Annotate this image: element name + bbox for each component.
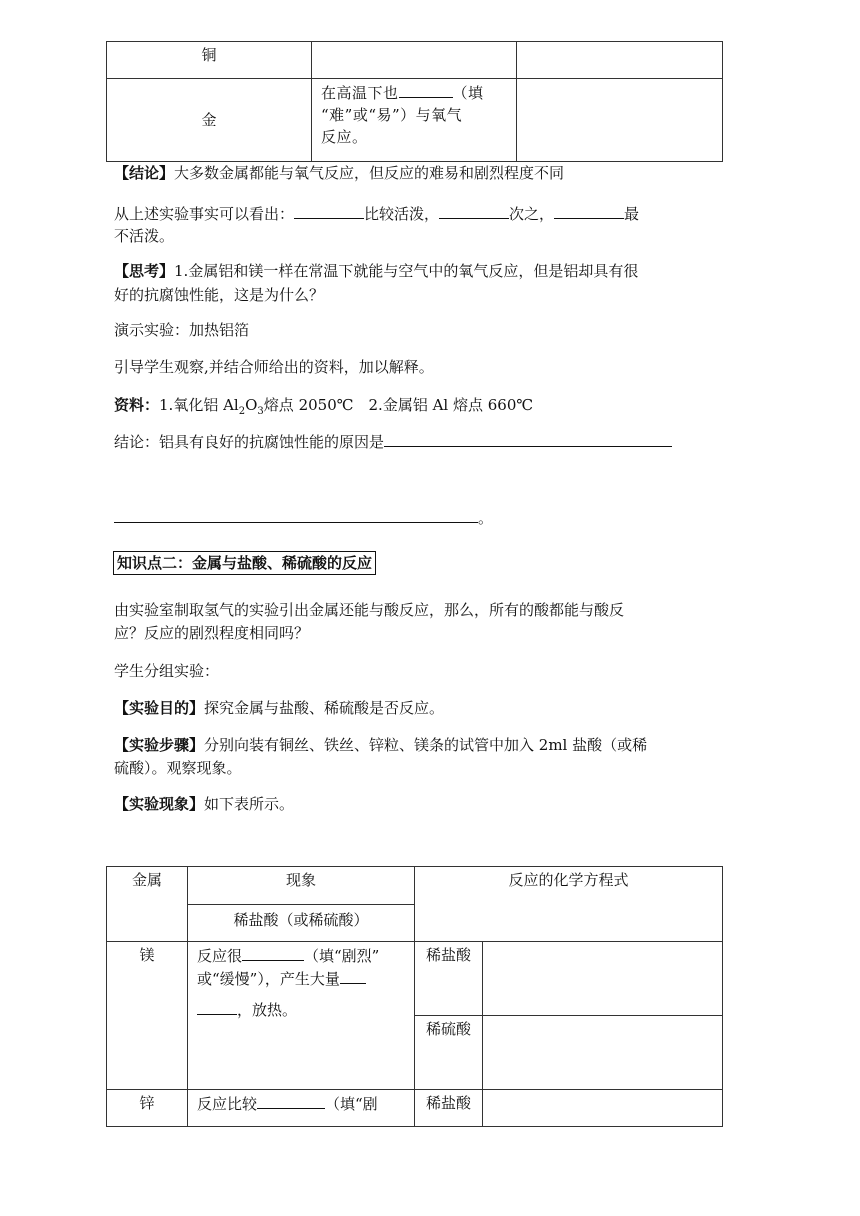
text: 最 bbox=[624, 205, 640, 223]
mg-phenomenon bbox=[188, 942, 415, 1090]
label: 【实验现象】 bbox=[114, 795, 205, 813]
text: 从上述实验事实可以看出： bbox=[114, 205, 295, 223]
text: 反应。 bbox=[321, 128, 368, 146]
blank-underline[interactable] bbox=[399, 81, 453, 98]
blank-underline[interactable] bbox=[439, 202, 509, 219]
demo-text: 演示实验：加热铝箔 bbox=[114, 321, 250, 339]
mg-acid-hcl: 稀盐酸 bbox=[415, 942, 483, 1016]
text: ，放热。 bbox=[237, 1001, 298, 1019]
label: 【思考】 bbox=[114, 262, 175, 280]
conclusion-1 bbox=[114, 162, 564, 184]
text: 比较活泼， bbox=[364, 205, 440, 223]
text: （填“剧 bbox=[325, 1095, 378, 1113]
fill-line bbox=[197, 944, 410, 967]
text: 熔点 2050℃ 2.金属铝 Al 熔点 660℃ bbox=[263, 396, 534, 414]
text: 反应比较 bbox=[197, 1095, 258, 1113]
blank-underline[interactable] bbox=[242, 944, 304, 961]
blank-underline[interactable] bbox=[294, 202, 364, 219]
conclusion-2-cont bbox=[114, 506, 493, 529]
text: 在高温下也 bbox=[321, 84, 399, 102]
label: 【结论】 bbox=[114, 164, 175, 182]
purpose-line bbox=[114, 697, 444, 719]
text: 或“缓慢”），产生大量 bbox=[197, 970, 340, 988]
equation-cell[interactable] bbox=[483, 1016, 723, 1090]
text: 大多数金属都能与氧气反应，但反应的难易和剧烈程度不同 bbox=[174, 164, 565, 182]
fill-line bbox=[321, 81, 510, 104]
text: 1.氧化铝 Al bbox=[159, 396, 239, 414]
header-equation: 反应的化学方程式 bbox=[415, 867, 723, 942]
equation-cell[interactable] bbox=[483, 1090, 723, 1127]
section-heading: 知识点二：金属与盐酸、稀硫酸的反应 bbox=[113, 551, 376, 575]
fill-line bbox=[197, 1092, 410, 1115]
fill-line bbox=[197, 998, 410, 1021]
text: （填 bbox=[452, 84, 484, 102]
equation-cell[interactable] bbox=[483, 942, 723, 1016]
think-line-2: 好的抗腐蚀性能，这是为什么？ bbox=[114, 286, 325, 304]
label: 【实验目的】 bbox=[114, 699, 205, 717]
blank-underline[interactable] bbox=[340, 967, 366, 984]
text: 1.金属铝和镁一样在常温下就能与空气中的氧气反应，但是铝却具有很 bbox=[174, 262, 639, 280]
intro-line-2: 应？反应的剧烈程度相同吗？ bbox=[114, 624, 310, 642]
text: 探究金属与盐酸、稀硫酸是否反应。 bbox=[204, 699, 445, 717]
blank-underline[interactable] bbox=[197, 998, 237, 1015]
conclusion-2 bbox=[114, 430, 672, 453]
subscript: 2 bbox=[238, 406, 246, 417]
text: 次之， bbox=[509, 205, 555, 223]
text: 分别向装有铜丝、铁丝、锌粒、镁条的试管中加入 2ml 盐酸（或稀 bbox=[204, 736, 648, 754]
text: 如下表所示。 bbox=[204, 795, 295, 813]
fill-line bbox=[197, 967, 410, 990]
table1-metal-cu: 铜 bbox=[107, 42, 312, 79]
acid-reaction-table bbox=[106, 866, 723, 1127]
steps-line-2: 硫酸）。观察现象。 bbox=[114, 759, 242, 777]
table1-au-phenomenon bbox=[312, 79, 517, 162]
text: 结论：铝具有良好的抗腐蚀性能的原因是 bbox=[114, 433, 385, 451]
metal-name: 金 bbox=[201, 111, 217, 129]
table1-cell bbox=[517, 79, 723, 162]
blank-underline[interactable] bbox=[554, 202, 624, 219]
subscript: 3 bbox=[257, 406, 264, 417]
phenomenon-line bbox=[114, 793, 294, 815]
blank-underline[interactable] bbox=[257, 1092, 325, 1109]
text: （填“剧烈” bbox=[304, 947, 380, 965]
observe-line-2: 不活泼。 bbox=[114, 227, 175, 245]
table1-metal-au bbox=[107, 79, 312, 162]
table1-cell bbox=[312, 42, 517, 79]
metal-mg: 镁 bbox=[107, 942, 188, 1090]
steps-line bbox=[114, 734, 647, 756]
table1-cell bbox=[517, 42, 723, 79]
header-phenomenon: 现象 bbox=[188, 867, 415, 905]
guide-text: 引导学生观察,并结合师给出的资料，加以解释。 bbox=[114, 358, 434, 376]
header-phenomenon-sub: 稀盐酸（或稀硫酸） bbox=[188, 905, 415, 942]
blank-underline[interactable] bbox=[114, 506, 478, 523]
think-line bbox=[114, 260, 638, 282]
blank-underline[interactable] bbox=[384, 430, 672, 447]
metal-zn: 锌 bbox=[107, 1090, 188, 1127]
text: 反应很 bbox=[197, 947, 243, 965]
observe-line bbox=[114, 202, 639, 225]
label: 资料： bbox=[114, 396, 160, 414]
text: O bbox=[245, 396, 258, 414]
text: “难”或“易”）与氧气 bbox=[321, 106, 463, 124]
material-line bbox=[114, 394, 533, 423]
zn-phenomenon bbox=[188, 1090, 415, 1127]
label: 【实验步骤】 bbox=[114, 736, 205, 754]
group-text: 学生分组实验： bbox=[114, 662, 220, 680]
text: 。 bbox=[478, 509, 494, 527]
metal-oxygen-table bbox=[106, 41, 723, 162]
zn-acid-hcl: 稀盐酸 bbox=[415, 1090, 483, 1127]
mg-acid-h2so4: 稀硫酸 bbox=[415, 1016, 483, 1090]
intro-line: 由实验室制取氢气的实验引出金属还能与酸反应，那么，所有的酸都能与酸反 bbox=[114, 601, 625, 619]
header-metal: 金属 bbox=[107, 867, 188, 942]
